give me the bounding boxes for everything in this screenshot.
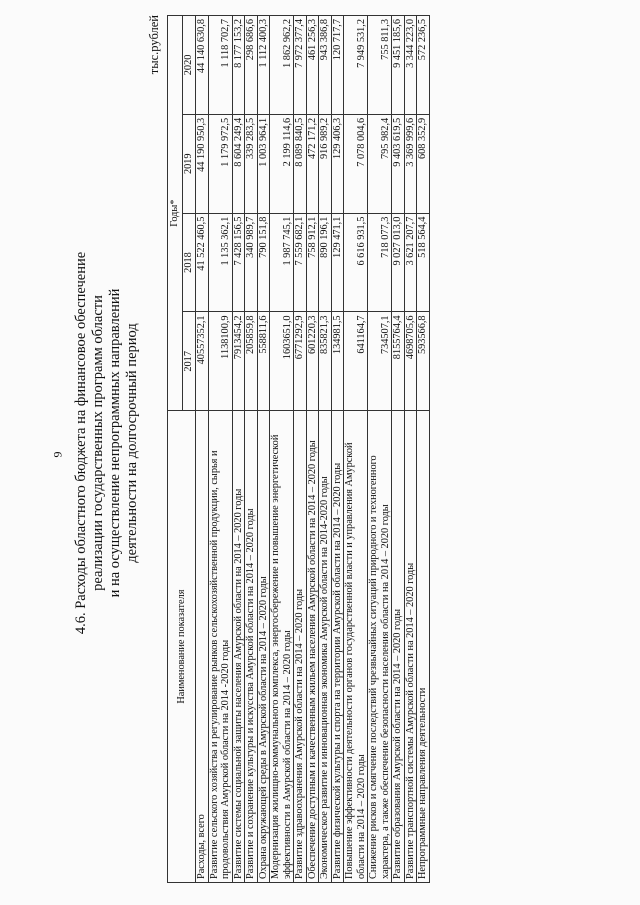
row-value: 3 621 207,7	[404, 213, 417, 312]
row-value: 9 451 185,6	[392, 16, 405, 115]
row-value: 1138100,9	[208, 312, 232, 411]
page-number: 9	[50, 451, 65, 458]
unit-label: тыс.рублей	[147, 15, 161, 75]
name-column-header: Наименование показателя	[168, 411, 196, 883]
row-value: 120 717,7	[331, 16, 344, 115]
row-value: 1 987 745,1	[270, 213, 294, 312]
table-row	[196, 16, 209, 883]
year-header: 2019	[183, 114, 196, 213]
row-value: 608 352,9	[417, 114, 430, 213]
year-header: 2017	[183, 312, 196, 411]
row-value: 835821,3	[319, 312, 332, 411]
table-row	[294, 16, 307, 883]
row-value: 44 190 950,3	[196, 114, 209, 213]
row-value: 129 406,3	[331, 114, 344, 213]
year-header: 2020	[183, 16, 196, 115]
row-name: Модернизация жилищно-коммунального комплекса, энергосбережение и повышение энергетической эффективности в Амурской области на 2014 – 2020 годы	[270, 411, 294, 883]
row-value: 916 989,2	[319, 114, 332, 213]
table-row	[257, 16, 270, 883]
row-name: Развитие сельского хозяйства и регулирование рынков сельскохозяйственной продукции, сырья и продовольствия Амурской области на 2014 -2020 годы	[208, 411, 232, 883]
rotated-page-content	[35, 3, 595, 883]
row-value: 3 344 223,0	[404, 16, 417, 115]
row-value: 8 177 153,2	[232, 16, 245, 115]
row-value: 1 112 400,3	[257, 16, 270, 115]
row-value: 41 522 460,5	[196, 213, 209, 312]
row-name: Развитие здравоохранения Амурской области на 2014 – 2020 годы	[294, 411, 307, 883]
row-value: 572 236,5	[417, 16, 430, 115]
table-row	[368, 16, 392, 883]
table-row	[404, 16, 417, 883]
row-value: 6771292,9	[294, 312, 307, 411]
row-value: 7 972 377,4	[294, 16, 307, 115]
row-value: 790 151,8	[257, 213, 270, 312]
row-value: 758 912,1	[306, 213, 319, 312]
row-value: 44 140 630,8	[196, 16, 209, 115]
expenses-table	[167, 15, 430, 883]
row-name: Развитие образования Амурской области на 2014 – 2020 годы	[392, 411, 405, 883]
row-name: Обеспечение доступным и качественным жильем населения Амурской области на 2014 – 2020 годы	[306, 411, 319, 883]
table-row	[319, 16, 332, 883]
row-name: Охрана окружающей среды в Амурской области на 2014 – 2020 годы	[257, 411, 270, 883]
row-value: 2 199 114,6	[270, 114, 294, 213]
row-value: 641164,7	[344, 312, 368, 411]
row-value: 40557352,1	[196, 312, 209, 411]
row-value: 1 118 702,7	[208, 16, 232, 115]
row-name: Развитие транспортной системы Амурской области на 2014 – 2020 годы	[404, 411, 417, 883]
table-row	[344, 16, 368, 883]
row-value: 718 077,3	[368, 213, 392, 312]
row-value: 1 862 962,2	[270, 16, 294, 115]
table-row	[232, 16, 245, 883]
row-value: 339 283,5	[245, 114, 258, 213]
table-row	[392, 16, 405, 883]
row-value: 890 196,1	[319, 213, 332, 312]
row-value: 1 135 362,1	[208, 213, 232, 312]
row-value: 593566,8	[417, 312, 430, 411]
row-name: Развитие системы социальной защиты населения Амурской области на 2014 – 2020 годы	[232, 411, 245, 883]
row-name: Развитие физической культуры и спорта на территории Амурской области на 2014 – 2020 годы	[331, 411, 344, 883]
row-value: 205859,8	[245, 312, 258, 411]
table-row	[331, 16, 344, 883]
row-value: 755 811,3	[368, 16, 392, 115]
row-value: 472 171,2	[306, 114, 319, 213]
row-value: 7 428 156,5	[232, 213, 245, 312]
document-title	[73, 3, 141, 883]
row-value: 558811,6	[257, 312, 270, 411]
row-name: Экономическое развитие и инновационная экономика Амурской области на 2014-2020 годы	[319, 411, 332, 883]
title-line: и на осуществление непрограммных направлений	[107, 288, 123, 598]
row-value: 518 564,4	[417, 213, 430, 312]
title-line: 4.6. Расходы областного бюджета на финансовое обеспечение	[73, 251, 89, 635]
year-header: 2018	[183, 213, 196, 312]
row-value: 8155764,4	[392, 312, 405, 411]
row-value: 461 256,3	[306, 16, 319, 115]
row-name: Повышение эффективности деятельности органов государственной власти и управления Амурской области на 2014 – 2020 годы	[344, 411, 368, 883]
row-value: 7913454,2	[232, 312, 245, 411]
row-value: 7 559 682,1	[294, 213, 307, 312]
row-value: 7 949 531,2	[344, 16, 368, 115]
row-value: 9 403 619,5	[392, 114, 405, 213]
row-value: 601220,3	[306, 312, 319, 411]
row-value: 3 369 999,6	[404, 114, 417, 213]
row-value: 6 616 931,5	[344, 213, 368, 312]
title-line: реализации государственных программ области	[90, 295, 106, 591]
row-value: 1603651,0	[270, 312, 294, 411]
table-row	[245, 16, 258, 883]
row-value: 943 386,8	[319, 16, 332, 115]
table-row	[208, 16, 232, 883]
row-value: 8 604 249,4	[232, 114, 245, 213]
table-row	[306, 16, 319, 883]
row-value: 129 471,1	[331, 213, 344, 312]
title-line: деятельности на долгосрочный период	[124, 323, 140, 563]
row-value: 298 686,6	[245, 16, 258, 115]
row-value: 340 989,7	[245, 213, 258, 312]
row-value: 795 982,4	[368, 114, 392, 213]
row-value: 734507,1	[368, 312, 392, 411]
row-value: 9 027 013,0	[392, 213, 405, 312]
row-name: Расходы, всего	[196, 411, 209, 883]
row-name: Непрограммные направления деятельности	[417, 411, 430, 883]
table-body	[196, 16, 430, 883]
row-value: 1 003 964,1	[257, 114, 270, 213]
row-value: 8 089 840,5	[294, 114, 307, 213]
table-row	[270, 16, 294, 883]
row-value: 4698705,6	[404, 312, 417, 411]
row-name: Снижение рисков и смягчение последствий чрезвычайных ситуаций природного и техногенного характера, а также обеспечение безопасности населения области на 2014 – 2020 годы	[368, 411, 392, 883]
row-value: 7 078 004,6	[344, 114, 368, 213]
row-value: 1 179 972,5	[208, 114, 232, 213]
row-name: Развитие и сохранение культуры и искусства Амурской области на 2014 – 2020 годы	[245, 411, 258, 883]
row-value: 134981,5	[331, 312, 344, 411]
table-row	[417, 16, 430, 883]
years-column-header: Годы*	[168, 16, 183, 411]
